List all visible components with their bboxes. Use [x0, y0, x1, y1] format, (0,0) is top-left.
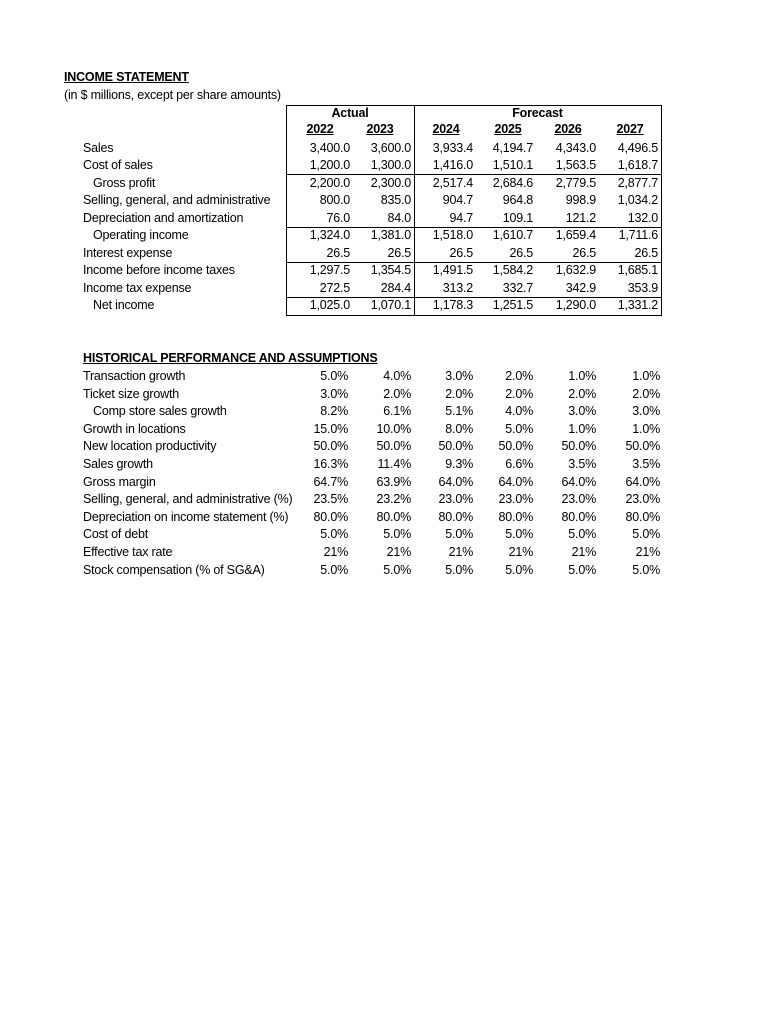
assumption-row-value: 2.0%: [445, 386, 473, 401]
assumption-row-label: Transaction growth: [83, 369, 186, 383]
assumption-row-label: New location productivity: [83, 439, 217, 454]
assumption-row-value: 23.0%: [625, 492, 660, 507]
assumption-row-value: 3.5%: [568, 457, 596, 471]
income-row-value: 1,070.1: [370, 298, 411, 312]
assumption-row-label: Growth in locations: [83, 421, 186, 436]
assumption-row-value: 23.5%: [313, 492, 348, 507]
income-row-value: 1,324.0: [309, 228, 350, 242]
assumption-row-value: 4.0%: [383, 369, 411, 383]
income-row-value: 132.0: [627, 210, 658, 225]
income-row-value: 26.5: [449, 245, 473, 260]
income-row-value: 284.4: [380, 280, 411, 295]
income-row-value: 109.1: [502, 210, 533, 225]
assumption-row-value: 80.0%: [313, 509, 348, 524]
assumption-row-label: Depreciation on income statement (%): [83, 509, 289, 524]
assumption-row-value: 80.0%: [438, 509, 473, 524]
assumption-row-value: 64.0%: [625, 474, 660, 489]
income-row-value: 1,610.7: [492, 228, 533, 242]
assumption-row-label: Sales growth: [83, 457, 153, 471]
assumption-row-value: 63.9%: [376, 474, 411, 489]
income-row-value: 2,684.6: [492, 175, 533, 190]
assumption-row-value: 1.0%: [568, 369, 596, 383]
assumption-row-value: 2.0%: [505, 369, 533, 383]
assumptions-title: HISTORICAL PERFORMANCE AND ASSUMPTIONS: [83, 351, 378, 365]
assumption-row-value: 5.0%: [632, 527, 660, 542]
income-row-label: Sales: [83, 140, 114, 155]
table-right-rule: [661, 105, 662, 316]
year-header: 2022: [306, 122, 334, 136]
income-row-value: 2,200.0: [309, 175, 350, 190]
assumption-row-value: 80.0%: [561, 509, 596, 524]
income-row-value: 1,632.9: [555, 263, 596, 277]
pretax-income-rule: [286, 262, 662, 263]
income-row-value: 26.5: [509, 245, 533, 260]
assumption-row-value: 5.0%: [383, 527, 411, 542]
assumption-row-value: 5.0%: [505, 527, 533, 542]
income-row-value: 2,300.0: [370, 175, 411, 190]
income-row-value: 1,331.2: [617, 298, 658, 312]
assumption-row-value: 5.0%: [445, 562, 473, 577]
assumption-row-value: 23.0%: [561, 492, 596, 507]
gross-profit-rule: [286, 174, 662, 175]
income-row-value: 2,517.4: [432, 175, 473, 190]
assumption-row-value: 16.3%: [313, 457, 348, 471]
income-row-label: Operating income: [93, 228, 189, 242]
assumption-row-value: 3.5%: [632, 457, 660, 471]
income-row-label: Depreciation and amortization: [83, 210, 244, 225]
income-row-value: 1,491.5: [432, 263, 473, 277]
income-row-label: Cost of sales: [83, 158, 153, 172]
income-row-value: 1,381.0: [370, 228, 411, 242]
income-row-label: Income tax expense: [83, 280, 192, 295]
income-row-value: 4,194.7: [492, 140, 533, 155]
income-row-value: 26.5: [634, 245, 658, 260]
income-row-value: 1,563.5: [555, 158, 596, 172]
assumption-row-value: 3.0%: [445, 369, 473, 383]
income-row-value: 313.2: [442, 280, 473, 295]
assumption-row-value: 21%: [571, 545, 596, 559]
assumption-row-value: 5.1%: [445, 404, 473, 419]
assumption-row-value: 5.0%: [320, 562, 348, 577]
assumption-row-value: 6.6%: [505, 457, 533, 471]
assumption-row-value: 50.0%: [376, 439, 411, 454]
income-row-value: 1,290.0: [555, 298, 596, 312]
assumption-row-value: 5.0%: [383, 562, 411, 577]
income-row-value: 1,711.6: [618, 228, 658, 242]
assumption-row-value: 3.0%: [320, 386, 348, 401]
income-row-value: 904.7: [442, 193, 473, 207]
assumption-row-value: 23.0%: [498, 492, 533, 507]
assumption-row-value: 5.0%: [445, 527, 473, 542]
assumption-row-label: Comp store sales growth: [93, 404, 227, 419]
income-row-value: 1,354.5: [370, 263, 411, 277]
income-row-value: 1,297.5: [309, 263, 350, 277]
income-row-label: Gross profit: [93, 175, 156, 190]
income-row-value: 1,618.7: [617, 158, 658, 172]
income-row-value: 342.9: [565, 280, 596, 295]
assumption-row-value: 1.0%: [632, 421, 660, 436]
assumption-row-value: 5.0%: [320, 527, 348, 542]
assumption-row-value: 80.0%: [376, 509, 411, 524]
assumption-row-value: 23.0%: [438, 492, 473, 507]
assumption-row-value: 15.0%: [313, 421, 348, 436]
assumption-row-value: 8.0%: [445, 421, 473, 436]
assumption-row-value: 5.0%: [505, 421, 533, 436]
assumption-row-value: 2.0%: [383, 386, 411, 401]
assumption-row-value: 64.0%: [438, 474, 473, 489]
income-row-value: 4,343.0: [555, 140, 596, 155]
income-statement-title: INCOME STATEMENT: [64, 70, 189, 84]
assumption-row-value: 1.0%: [632, 369, 660, 383]
income-row-value: 1,251.5: [492, 298, 533, 312]
assumption-row-value: 50.0%: [498, 439, 533, 454]
year-header: 2023: [366, 122, 394, 136]
income-row-value: 835.0: [380, 193, 411, 207]
year-header: 2026: [554, 122, 582, 136]
income-row-value: 2,877.7: [617, 175, 658, 190]
assumption-row-value: 5.0%: [320, 369, 348, 383]
income-row-value: 3,400.0: [309, 140, 350, 155]
income-row-value: 272.5: [319, 280, 350, 295]
assumption-row-value: 1.0%: [568, 421, 596, 436]
income-row-value: 26.5: [326, 245, 350, 260]
assumption-row-label: Cost of debt: [83, 527, 149, 542]
income-row-value: 800.0: [319, 193, 350, 207]
assumption-row-value: 64.0%: [561, 474, 596, 489]
net-income-rule: [286, 297, 662, 298]
assumption-row-value: 5.0%: [568, 562, 596, 577]
assumption-row-value: 50.0%: [561, 439, 596, 454]
income-row-value: 1,300.0: [370, 158, 411, 172]
income-row-value: 26.5: [387, 245, 411, 260]
income-row-value: 1,178.3: [432, 298, 473, 312]
assumption-row-value: 64.0%: [498, 474, 533, 489]
assumption-row-value: 5.0%: [568, 527, 596, 542]
assumption-row-value: 3.0%: [568, 404, 596, 419]
assumption-row-value: 4.0%: [505, 404, 533, 419]
income-row-value: 1,510.1: [492, 158, 533, 172]
income-row-value: 3,933.4: [432, 140, 473, 155]
forecast-header: Forecast: [512, 106, 563, 120]
assumption-row-value: 23.2%: [376, 492, 411, 507]
income-row-label: Net income: [93, 298, 155, 312]
assumption-row-value: 2.0%: [505, 386, 533, 401]
income-row-value: 1,685.1: [617, 263, 658, 277]
income-row-value: 1,584.2: [492, 263, 533, 277]
income-row-label: Income before income taxes: [83, 263, 235, 277]
assumption-row-value: 50.0%: [625, 439, 660, 454]
income-row-value: 1,416.0: [432, 158, 473, 172]
assumption-row-value: 21%: [508, 545, 533, 559]
income-row-value: 121.2: [565, 210, 596, 225]
assumption-row-value: 21%: [323, 545, 348, 559]
assumption-row-value: 2.0%: [632, 386, 660, 401]
assumption-row-value: 10.0%: [376, 421, 411, 436]
assumption-row-label: Stock compensation (% of SG&A): [83, 562, 265, 577]
income-row-value: 1,025.0: [309, 298, 350, 312]
table-bottom-rule: [286, 315, 662, 316]
assumption-row-value: 80.0%: [498, 509, 533, 524]
income-row-label: Selling, general, and administrative: [83, 193, 271, 207]
income-row-value: 1,659.4: [555, 228, 596, 242]
assumption-row-value: 21%: [448, 545, 473, 559]
assumption-row-value: 50.0%: [313, 439, 348, 454]
operating-income-rule: [286, 227, 662, 228]
income-row-value: 964.8: [502, 193, 533, 207]
year-header: 2027: [616, 122, 644, 136]
assumption-row-value: 5.0%: [505, 562, 533, 577]
income-row-value: 4,496.5: [617, 140, 658, 155]
assumption-row-label: Ticket size growth: [83, 386, 179, 401]
income-row-value: 332.7: [502, 280, 533, 295]
assumption-row-value: 21%: [635, 545, 660, 559]
income-row-value: 76.0: [326, 210, 350, 225]
assumption-row-value: 3.0%: [632, 404, 660, 419]
income-row-value: 998.9: [565, 193, 596, 207]
assumption-row-value: 9.3%: [445, 457, 473, 471]
assumption-row-value: 50.0%: [438, 439, 473, 454]
assumption-row-value: 11.4%: [377, 457, 411, 471]
income-row-value: 1,518.0: [432, 228, 473, 242]
income-statement-subtitle: (in $ millions, except per share amounts): [64, 88, 281, 102]
assumption-row-value: 5.0%: [632, 562, 660, 577]
assumption-row-value: 8.2%: [320, 404, 348, 419]
income-row-value: 26.5: [572, 245, 596, 260]
income-row-label: Interest expense: [83, 245, 173, 260]
year-header: 2025: [494, 122, 522, 136]
assumption-row-label: Effective tax rate: [83, 545, 173, 559]
income-row-value: 84.0: [387, 210, 411, 225]
assumption-row-value: 21%: [386, 545, 411, 559]
income-row-value: 1,034.2: [617, 193, 658, 207]
assumption-row-label: Gross margin: [83, 474, 156, 489]
assumption-row-value: 6.1%: [383, 404, 411, 419]
income-row-value: 94.7: [449, 210, 473, 225]
income-row-value: 353.9: [627, 280, 658, 295]
income-row-value: 2,779.5: [555, 175, 596, 190]
year-header: 2024: [432, 122, 460, 136]
assumption-row-value: 2.0%: [568, 386, 596, 401]
assumption-row-label: Selling, general, and administrative (%): [83, 492, 293, 507]
assumption-row-value: 64.7%: [313, 474, 348, 489]
income-row-value: 1,200.0: [309, 158, 350, 172]
actual-header: Actual: [331, 106, 369, 120]
income-row-value: 3,600.0: [370, 140, 411, 155]
assumption-row-value: 80.0%: [625, 509, 660, 524]
